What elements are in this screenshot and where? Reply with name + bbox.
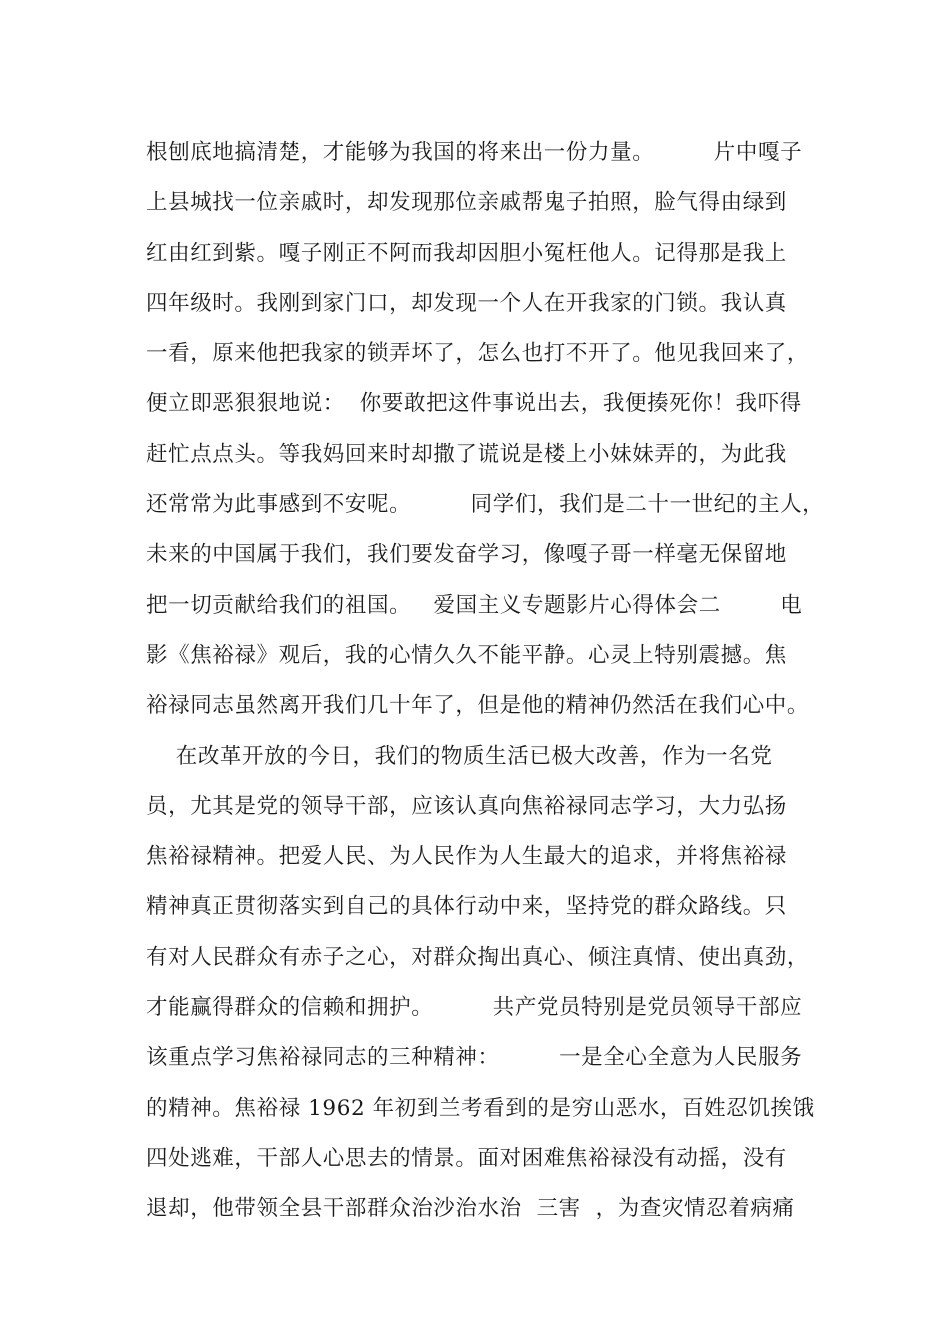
text-line: 未来的中国属于我们，我们要发奋学习，像嘎子哥一样毫无保留地	[146, 542, 787, 568]
body-text	[146, 128, 826, 1235]
text-line: 焦裕禄精神。把爱人民、为人民作为人生最大的追求，并将焦裕禄	[146, 844, 787, 870]
text-line: 退却，他带领全县干部群众治沙治水治 三害 ，为查灾情忍着病痛	[146, 1196, 795, 1222]
text-line: 四年级时。我刚到家门口，却发现一个人在开我家的门锁。我认真	[146, 290, 787, 316]
text-line: 红由红到紫。嘎子刚正不阿而我却因胆小冤枉他人。记得那是我上	[146, 240, 787, 266]
text-line: 上县城找一位亲戚时，却发现那位亲戚帮鬼子拍照，脸气得由绿到	[146, 190, 787, 216]
text-line: 四处逃难，干部人心思去的情景。面对困难焦裕禄没有动摇，没有	[146, 1145, 787, 1171]
text-line: 裕禄同志虽然离开我们几十年了，但是他的精神仍然活在我们心中。	[146, 693, 810, 719]
text-line: 把一切贡献给我们的祖国。 爱国主义专题影片心得体会二 电	[146, 592, 803, 618]
text-line: 还常常为此事感到不安呢。 同学们，我们是二十一世纪的主人，	[146, 492, 825, 518]
text-line: 根刨底地搞清楚，才能够为我国的将来出一份力量。 片中嘎子	[146, 140, 803, 165]
text-line: 该重点学习焦裕禄同志的三种精神： 一是全心全意为人民服务	[146, 1045, 803, 1071]
text-line: 精神真正贯彻落实到自己的具体行动中来，坚持党的群众路线。只	[146, 894, 787, 920]
text-line: 赶忙点点头。等我妈回来时却撒了谎说是楼上小妹妹弄的，为此我	[146, 441, 787, 467]
text-line: 才能赢得群众的信赖和拥护。 共产党员特别是党员领导干部应	[146, 995, 803, 1021]
text-line: 在改革开放的今日，我们的物质生活已极大改善，作为一名党	[146, 743, 773, 769]
text-line: 员，尤其是党的领导干部，应该认真向焦裕禄同志学习，大力弘扬	[146, 793, 787, 819]
text-line: 便立即恶狠狠地说： 你要敢把这件事说出去，我便揍死你！我吓得	[146, 391, 802, 417]
text-line: 有对人民群众有赤子之心，对群众掏出真心、倾注真情、使出真劲，	[146, 944, 810, 970]
text-line: 一看，原来他把我家的锁弄坏了，怎么也打不开了。他见我回来了，	[146, 341, 810, 367]
text-line: 影《焦裕禄》观后，我的心情久久不能平静。心灵上特别震撼。焦	[146, 642, 787, 668]
text-line: 的精神。焦裕禄 1962 年初到兰考看到的是穷山恶水，百姓忍饥挨饿	[146, 1095, 815, 1121]
